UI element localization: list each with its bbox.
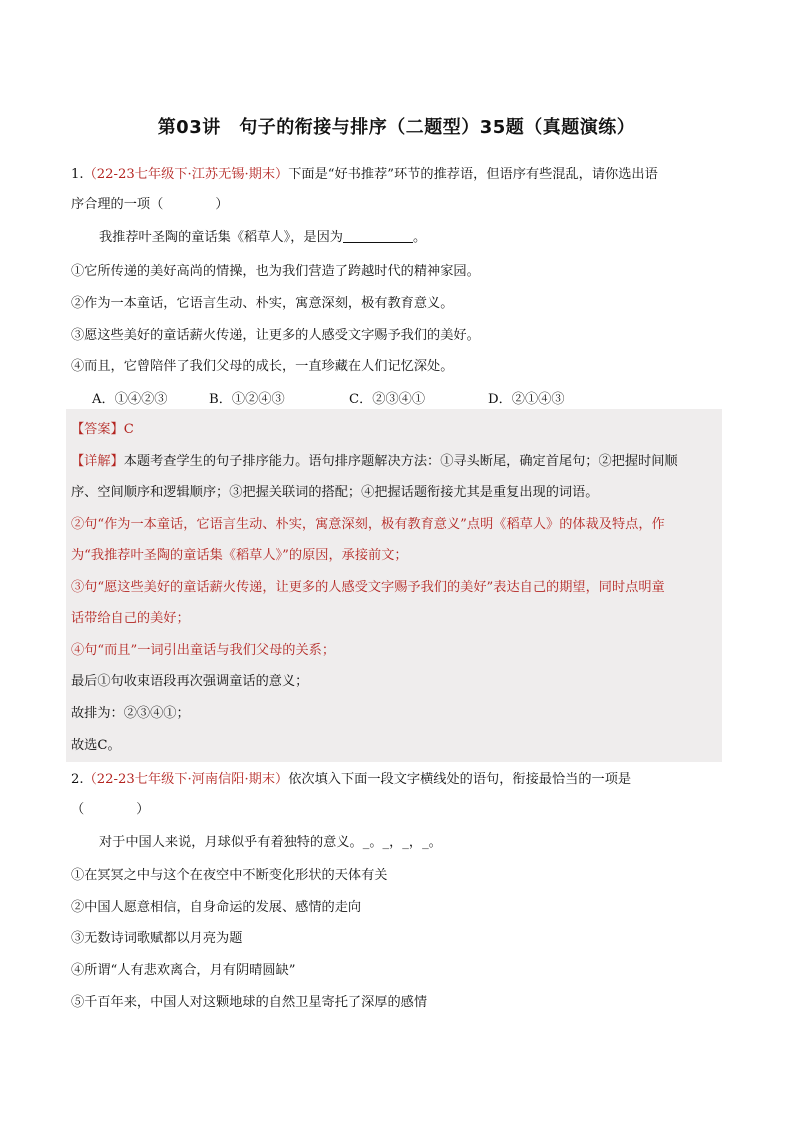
q1-stem-text-2: 序合理的一项（ xyxy=(71,197,164,212)
explanation-line: 话带给自己的美好； xyxy=(71,611,190,626)
q2-stem-line1 xyxy=(71,770,631,790)
q2-source: （22-23七年级下·河南信阳·期末） xyxy=(83,772,289,787)
q1-stem-line1 xyxy=(71,165,658,185)
detail-label: 【详解】 xyxy=(71,454,124,469)
detail-text: 本题考查学生的句子排序能力。语句排序题解决方法：①寻头断尾，确定首尾句；②把握时间顺 xyxy=(123,454,678,469)
q1-lead-text: 我推荐叶圣陶的童话集《稻草人》，是因为 xyxy=(99,230,343,245)
q1-lead-end: 。 xyxy=(412,230,427,245)
explanation-line: 为“我推荐叶圣陶的童话集《稻草人》”的原因，承接前文； xyxy=(71,548,408,563)
q2-lead-sentence: 对于中国人来说，月球似乎有着独特的意义。_。_，_，_。 xyxy=(99,835,442,850)
q1-stem-text: 下面是“好书推荐”环节的推荐语，但语序有些混乱，请你选出语 xyxy=(288,167,658,182)
detail-line1 xyxy=(71,452,678,472)
explanation-line: ③句“愿这些美好的童话薪火传递，让更多的人感受文字赐予我们的美好”表达自己的期望，同时点明童 xyxy=(71,580,665,595)
answer-value: C xyxy=(123,422,134,437)
q2-item: ②中国人愿意相信，自身命运的发展、感情的走向 xyxy=(71,900,362,915)
q2-item: ④所谓“人有悲欢离合，月有阴晴圆缺” xyxy=(71,963,296,978)
q1-paren-close: ） xyxy=(215,197,229,212)
fill-blank xyxy=(343,228,413,243)
q1-item: ①它所传递的美好高尚的情操，也为我们营造了跨越时代的精神家园。 xyxy=(71,264,480,279)
q1-item: ②作为一本童话，它语言生动、朴实，寓意深刻，极有教育意义。 xyxy=(71,296,454,311)
q2-number: 2. xyxy=(71,772,84,787)
explanation-line: ②句“作为一本童话，它语言生动、朴实，寓意深刻，极有教育意义”点明《稻草人》的体裁及特点，作 xyxy=(71,517,665,532)
q2-paren-open: （ xyxy=(71,802,85,817)
option-b: B．①②④③ xyxy=(209,392,285,407)
q1-item: ④而且，它曾陪伴了我们父母的成长，一直珍藏在人们记忆深处。 xyxy=(71,359,454,374)
order-line: 故排为：②③④①； xyxy=(71,706,190,721)
option-d: D．②①④③ xyxy=(488,392,565,407)
q2-stem-line2 xyxy=(71,800,149,820)
option-c: C．②③④① xyxy=(349,392,426,407)
q1-source: （22-23七年级下·江苏无锡·期末） xyxy=(83,167,289,182)
answer-line xyxy=(71,420,134,440)
q2-item: ⑤千百年来，中国人对这颗地球的自然卫星寄托了深厚的感情 xyxy=(71,995,428,1010)
answer-label: 【答案】 xyxy=(71,422,124,437)
q1-number: 1. xyxy=(71,167,84,182)
q1-item: ③愿这些美好的童话薪火传递，让更多的人感受文字赐予我们的美好。 xyxy=(71,328,480,343)
detail-line2: 序、空间顺序和逻辑顺序；③把握关联词的搭配；④把握话题衔接尤其是重复出现的词语。 xyxy=(71,485,599,500)
explanation-last-line: 最后①句收束语段再次强调童话的意义； xyxy=(71,674,309,689)
q2-item: ③无数诗词歌赋都以月亮为题 xyxy=(71,931,243,946)
q2-item: ①在冥冥之中与这个在夜空中不断变化形状的天体有关 xyxy=(71,868,388,883)
q2-stem-text: 依次填入下面一段文字横线处的语句，衔接最恰当的一项是 xyxy=(288,772,632,787)
q1-stem-line2 xyxy=(71,195,229,215)
q2-paren-close: ） xyxy=(136,802,150,817)
option-a: A．①④②③ xyxy=(92,392,168,407)
page-title: 第03讲 句子的衔接与排序（二题型）35题（真题演练） xyxy=(157,117,636,138)
choose-line: 故选C。 xyxy=(71,738,121,753)
q1-options xyxy=(92,388,565,407)
q1-lead-sentence xyxy=(99,228,426,248)
explanation-line: ④句“而且”一词引出童话与我们父母的关系； xyxy=(71,643,336,658)
